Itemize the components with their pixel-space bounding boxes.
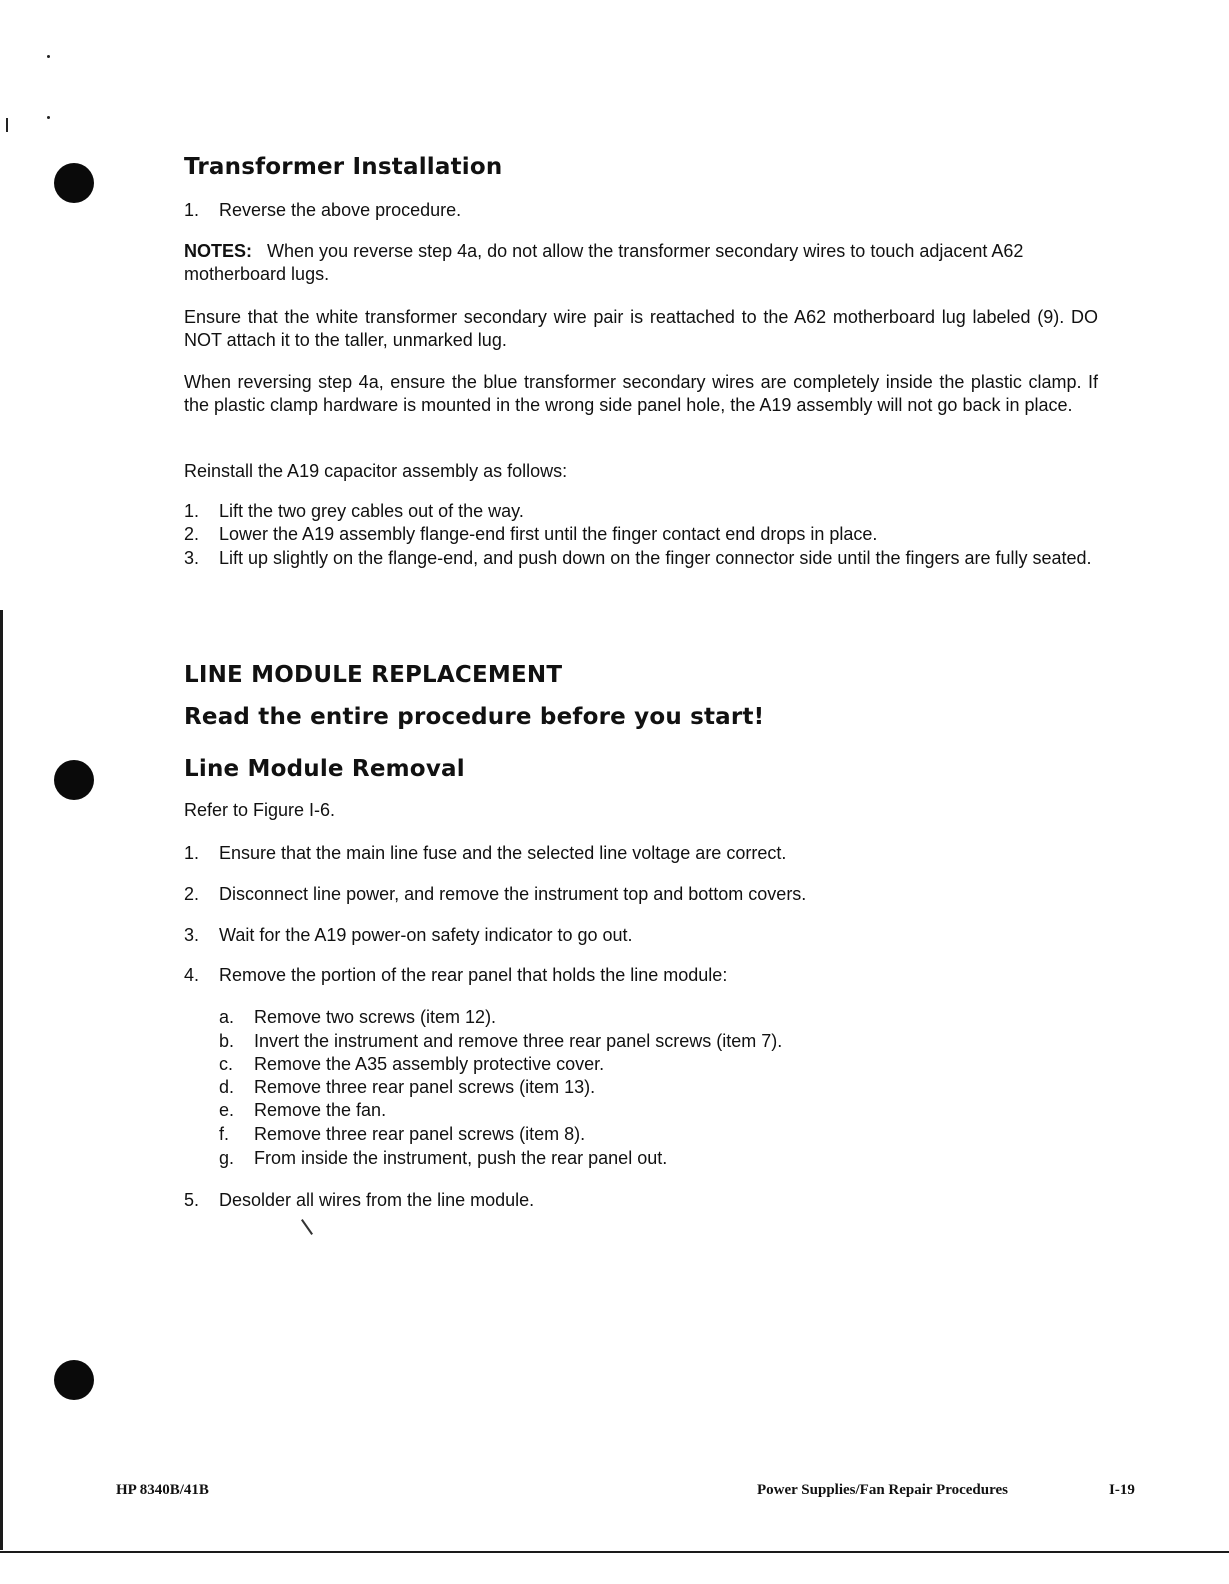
list-number: 2. xyxy=(184,524,200,544)
notes-label: NOTES: xyxy=(184,241,253,261)
procedure-heading: Line Module Removal xyxy=(184,756,465,782)
page-edge xyxy=(0,610,3,1550)
sub-step-text: Remove two screws (item 12). xyxy=(254,1007,497,1027)
section-subheading: Read the entire procedure before you start! xyxy=(184,704,765,730)
section-heading: Transformer Installation xyxy=(184,154,503,180)
step-text: Wait for the A19 power-on safety indicator to go out. xyxy=(219,925,633,945)
scan-dot xyxy=(47,116,50,119)
step-number: 4. xyxy=(184,965,200,985)
step-number: 2. xyxy=(184,884,200,904)
footer-model: HP 8340B/41B xyxy=(116,1482,209,1498)
sub-step-letter: d. xyxy=(219,1077,235,1097)
sub-step-letter: b. xyxy=(219,1031,235,1051)
list-text: Lower the A19 assembly flange-end first until the finger contact end drops in place. xyxy=(219,524,878,544)
step-text: Remove the portion of the rear panel that holds the line module: xyxy=(219,965,728,985)
page-edge xyxy=(0,1551,1229,1553)
step-number: 3. xyxy=(184,925,200,945)
paragraph: Ensure that the white transformer secondary wire pair is reattached to the A62 motherboard lug labeled (9). DO NOT attach it to the taller, unmarked lug. xyxy=(184,307,1098,350)
list-text: Lift up slightly on the flange-end, and push down on the finger connector side until the fingers are fully seated. xyxy=(219,548,1092,568)
paragraph: When reversing step 4a, ensure the blue transformer secondary wires are completely inside the plastic clamp. If the plastic clamp hardware is mounted in the wrong side panel hole, the A19 assembly will not go back in place. xyxy=(184,372,1098,415)
sub-step-letter: g. xyxy=(219,1148,235,1168)
sub-step-letter: e. xyxy=(219,1100,235,1120)
scan-mark xyxy=(6,118,8,132)
sub-step-letter: a. xyxy=(219,1007,235,1027)
binder-hole xyxy=(54,1360,94,1400)
page-number: I-19 xyxy=(1109,1482,1135,1498)
sub-step-text: Remove the fan. xyxy=(254,1100,387,1120)
scan-dot xyxy=(47,55,50,58)
step-text: Desolder all wires from the line module. xyxy=(219,1190,535,1210)
footer-chapter: Power Supplies/Fan Repair Procedures xyxy=(757,1482,1008,1498)
list-number: 3. xyxy=(184,548,200,568)
list-number: 1. xyxy=(184,501,200,521)
notes-text: When you reverse step 4a, do not allow the transformer secondary wires to touch adjacent A62 motherboard lugs. xyxy=(184,241,1024,284)
figure-reference: Refer to Figure I-6. xyxy=(184,800,336,820)
paragraph: Reinstall the A19 capacitor assembly as follows: xyxy=(184,461,568,481)
notes-paragraph xyxy=(184,240,1098,286)
sub-step-text: Remove three rear panel screws (item 13). xyxy=(254,1077,596,1097)
step-text: Ensure that the main line fuse and the selected line voltage are correct. xyxy=(219,843,787,863)
sub-step-text: Remove the A35 assembly protective cover. xyxy=(254,1054,605,1074)
list-text: Lift the two grey cables out of the way. xyxy=(219,501,524,521)
sub-step-text: Remove three rear panel screws (item 8). xyxy=(254,1124,586,1144)
binder-hole xyxy=(54,163,94,203)
binder-hole xyxy=(54,760,94,800)
step-number: 1. xyxy=(184,843,200,863)
step-text: Disconnect line power, and remove the instrument top and bottom covers. xyxy=(219,884,807,904)
step-number: 5. xyxy=(184,1190,200,1210)
list-text: Reverse the above procedure. xyxy=(219,200,462,220)
sub-step-letter: c. xyxy=(219,1054,234,1074)
sub-step-text: Invert the instrument and remove three rear panel screws (item 7). xyxy=(254,1031,783,1051)
list-number: 1. xyxy=(184,200,200,220)
sub-step-letter: f. xyxy=(219,1124,230,1144)
section-heading: LINE MODULE REPLACEMENT xyxy=(184,662,563,688)
sub-step-text: From inside the instrument, push the rear panel out. xyxy=(254,1148,668,1168)
scan-mark xyxy=(301,1219,313,1235)
